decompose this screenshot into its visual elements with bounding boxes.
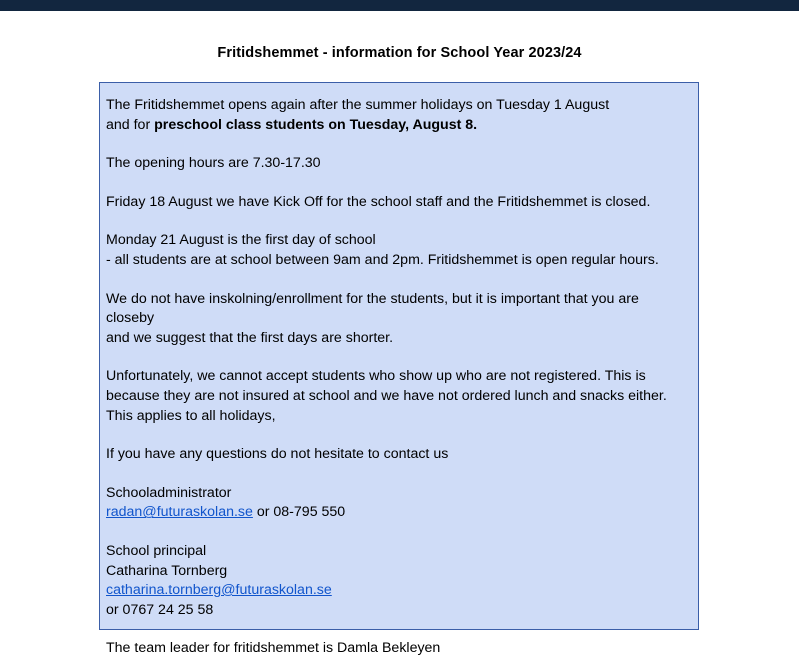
opening-line-2-bold: preschool class students on Tuesday, August 8. bbox=[154, 116, 478, 133]
admin-phone-value: 08-795 550 bbox=[273, 504, 346, 521]
first-day-line-2: - all students are at school between 9am and 2pm. Fritidshemmet is open regular hours. bbox=[106, 251, 659, 268]
admin-email-link[interactable]: radan@futuraskolan.se bbox=[106, 504, 253, 521]
spacer bbox=[100, 271, 698, 290]
principal-phone-value: or 0767 24 25 58 bbox=[106, 601, 214, 618]
spacer bbox=[100, 174, 698, 193]
top-accent-bar bbox=[0, 0, 799, 11]
paragraph-opening bbox=[100, 96, 698, 135]
principal-name: Catharina Tornberg bbox=[106, 562, 228, 579]
spacer bbox=[100, 135, 698, 154]
kickoff-line-1: Friday 18 August we have Kick Off for the school staff and the Fritidshemmet is closed. bbox=[106, 193, 651, 210]
registration-line-2: because they are not insured at school and we have not ordered lunch and snacks either. bbox=[106, 387, 667, 404]
paragraph-registration bbox=[100, 367, 698, 426]
paragraph-team-leader bbox=[100, 639, 698, 659]
hours-line-1: The opening hours are 7.30-17.30 bbox=[106, 155, 321, 172]
admin-role-label: Schooladministrator bbox=[106, 484, 232, 501]
paragraph-hours bbox=[100, 154, 698, 174]
paragraph-questions bbox=[100, 445, 698, 465]
team-leader-line: The team leader for fritidshemmet is Damla Bekleyen bbox=[106, 640, 441, 657]
spacer bbox=[100, 620, 698, 639]
opening-line-2-prefix: and for bbox=[106, 116, 155, 133]
paragraph-kickoff bbox=[100, 193, 698, 213]
principal-email-link[interactable]: catharina.tornberg@futuraskolan.se bbox=[106, 582, 332, 599]
spacer bbox=[100, 426, 698, 445]
principal-role-label: School principal bbox=[106, 542, 207, 559]
registration-line-1: Unfortunately, we cannot accept students who show up who are not registered. This is bbox=[106, 368, 646, 385]
admin-phone-separator: or bbox=[252, 504, 274, 521]
contact-administrator bbox=[100, 484, 698, 523]
spacer bbox=[100, 212, 698, 231]
page-title: Fritidshemmet - information for School Year 2023/24 bbox=[217, 45, 582, 61]
spacer bbox=[100, 465, 698, 484]
opening-line-1: The Fritidshemmet opens again after the summer holidays on Tuesday 1 August bbox=[106, 97, 610, 113]
paragraph-inskolning bbox=[100, 290, 698, 349]
inskolning-line-2: and we suggest that the first days are shorter. bbox=[106, 329, 394, 346]
registration-line-3: This applies to all holidays, bbox=[106, 407, 276, 424]
information-panel bbox=[99, 82, 699, 657]
questions-line-1: If you have any questions do not hesitate to contact us bbox=[106, 446, 449, 463]
paragraph-first-day bbox=[100, 231, 698, 270]
spacer bbox=[100, 523, 698, 542]
contact-principal bbox=[100, 542, 698, 620]
first-day-line-1: Monday 21 August is the first day of school bbox=[106, 232, 376, 249]
inskolning-line-1: We do not have inskolning/enrollment for the students, but it is important that you are closeby bbox=[106, 290, 639, 327]
spacer bbox=[100, 348, 698, 367]
